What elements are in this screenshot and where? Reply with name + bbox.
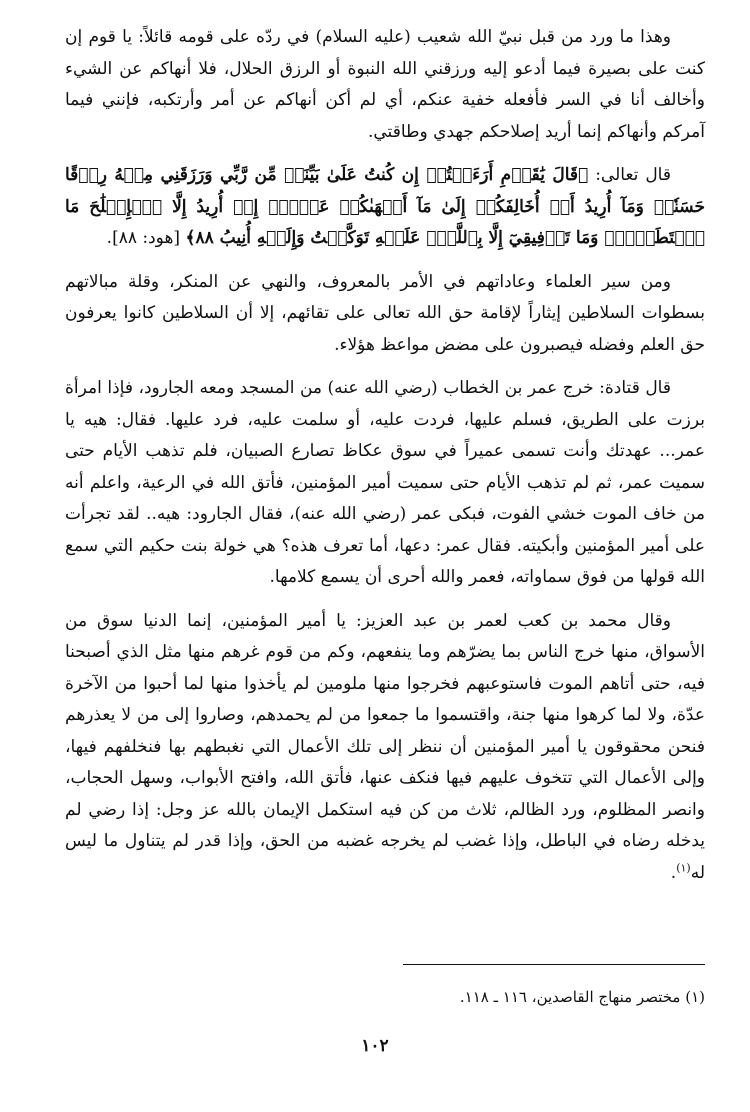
quran-verse: ﴿قَالَ يَٰقَوۡمِ أَرَءَيۡتُمۡ إِن كُنتُ عَلَىٰ بَيِّنَةٖ مِّن رَّبِّي وَرَزَقَنِي مِنۡهُ رِزۡقًا حَسَنٗاۚ وَمَآ أُرِيدُ أَنۡ أُخَالِفَكُمۡ إِلَىٰ مَآ أَنۡهَىٰكُمۡ عَنۡهُۚ إِنۡ أُرِيدُ إِلَّا ٱلۡإِصۡلَٰحَ مَا ٱسۡتَطَعۡتُۚ وَمَا تَوۡفِيقِيٓ إِلَّا بِٱللَّهِۚ عَلَيۡهِ تَوَكَّلۡتُ وَإِلَيۡهِ أُنِيبُ ٨٨﴾ [65, 165, 705, 248]
page-number: ١٠٢ [361, 1036, 389, 1056]
paragraph-shuayb: وهذا ما ورد من قبل نبيّ الله شعيب (عليه السلام) في ردّه على قومه قائلاً: يا قوم إن كنت على بصيرة فيما أدعو إليه ورزقني الله النبوة أو الرزق الحلال، فلا أنهاكم عن الشيء وأخالف أنا في السر فأفعله خفية عنكم، أي لم أكن أنهاكم عن أمر وأرتكبه، فإنني فيما آمركم وأنهاكم إنما أريد إصلاحكم جهدي وطاقتي. [65, 27, 705, 142]
footnote: (١) مختصر منهاج القاصدين، ١١٦ ـ ١١٨. [459, 988, 705, 1006]
footnote-divider [403, 964, 705, 965]
verse-intro: قال تعالى: [588, 165, 671, 185]
paragraph-text: وقال محمد بن كعب لعمر بن عبد العزيز: يا أمير المؤمنين، إنما الدنيا سوق من الأسواق، منها خرج الناس بما يضرّهم وما ينفعهم، وكم من قوم غرهم منها مثل الذي أصبحنا فيه، حتى أتاهم الموت فاستوعبهم فخرجوا منها ملومين لم يأخذوا منها لما أحبوا من الآخرة عدّة، ولا لما كرهوا منها جنة، واقتسموا ما جمعوا من لم يحمدهم، وصاروا إلى من لا يعذرهم فنحن محقوقون يا أمير المؤمنين أن ننظر إلى تلك الأعمال التي نغبطهم بها فنخلفهم فيها، وإلى الأعمال التي تتخوف عليهم فيها فنكف عنها، فأتق الله، وافتح الأبواب، وسهل الحجاب، وانصر المظلوم، ورد الظالم، ثلاث من كن فيه استكمل الإيمان بالله عز وجل: إذا رضي لم يدخله رضاه في الباطل، وإذا غضب لم يخرجه غضبه من الحق، وإذا قدر لم يتناول ما ليس له [65, 610, 705, 883]
main-text [65, 22, 705, 901]
paragraph-end: . [670, 862, 677, 883]
paragraph-muhammad-bin-kaab [65, 606, 705, 890]
footnote-reference[interactable]: (١) [676, 860, 691, 874]
verse-citation: [هود: ٨٨]. [106, 228, 186, 248]
paragraph-scholars: ومن سير العلماء وعاداتهم في الأمر بالمعروف، والنهي عن المنكر، وقلة مبالاتهم بسطوات السلاطين إيثاراً لإقامة حق الله تعالى على تقائهم، إلا أن السلاطين كانوا يعرفون حق العلم وفضله فيصبرون على مضض مواعظ هؤلاء. [65, 271, 705, 355]
paragraph-quran-verse [65, 160, 705, 255]
paragraph-qatada: قال قتادة: خرج عمر بن الخطاب (رضي الله عنه) من المسجد ومعه الجارود، فإذا امرأة برزت على الطريق، فسلم عليها، فردت عليه، أو سلمت عليه، فرد عليها. فقال: هيه يا عمر... عهدتك وأنت تسمى عميراً في سوق عكاظ تصارع الصبيان، فلم تذهب الأيام حتى سميت عمر، ثم لم تذهب الأيام حتى سميت أمير المؤمنين، فأتق الله في الرعية، واعلم أنه من خاف الموت خشي الفوت، فبكى عمر (رضي الله عنه)، فقال الجارود: هيه.. لقد تجرأت على أمير المؤمنين وأبكيته. فقال عمر: دعها، أما تعرف هذه؟ هي خولة بنت حكيم التي سمع الله قولها من فوق سماواته، فعمر والله أحرى أن يسمع كلامها. [65, 378, 705, 587]
